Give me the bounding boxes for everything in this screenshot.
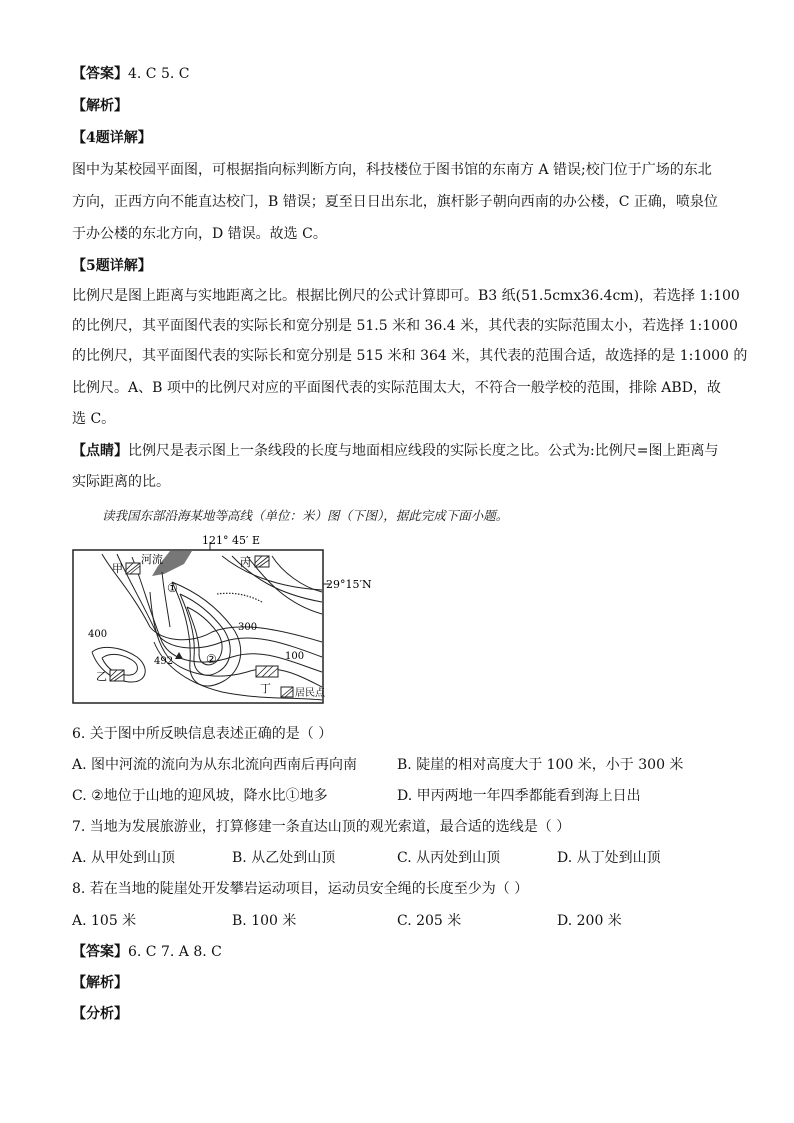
answer-line-2	[72, 942, 222, 962]
q4-detail-tag: 【4题详解】	[72, 130, 152, 146]
question-8-option-c: C. 205 米	[397, 913, 462, 929]
question-8-option-d: D. 200 米	[557, 913, 622, 929]
question-6-option-d: D. 甲丙两地一年四季都能看到海上日出	[397, 788, 641, 804]
q5-detail-line: 选 C。	[72, 411, 116, 427]
question-7-option-a: A. 从甲处到山顶	[72, 850, 176, 866]
dianjing-text: 比例尺是表示图上一条线段的长度与地面相应线段的实际长度之比。公式为:比例尺=图上距离与	[128, 443, 719, 459]
q5-detail-tag: 【5题详解】	[72, 258, 152, 274]
analysis-tag: 【解析】	[72, 975, 128, 991]
river-label: 河流	[141, 553, 163, 566]
yi-label: 乙	[96, 670, 107, 683]
point-1-label: ①	[167, 581, 178, 595]
point-2-label: ②	[206, 652, 217, 666]
peak-label: 492	[154, 656, 174, 667]
contour-300-label: 300	[238, 622, 258, 633]
question-8-stem: 8. 若在当地的陡崖处开发攀岩运动项目，运动员安全绳的长度至少为（ ）	[72, 881, 529, 897]
jia-label: 甲	[112, 562, 123, 575]
contour-map	[72, 532, 372, 706]
q5-detail-line: 比例尺是图上距离与实地距离之比。根据比例尺的公式计算即可。B3 纸(51.5cmx36.4cm)，若选择 1:100	[72, 288, 740, 304]
question-8-option-b: B. 100 米	[232, 913, 297, 929]
question-6-option-a: A. 图中河流的流向为从东北流向西南后再向南	[72, 757, 358, 773]
q5-detail-line: 的比例尺，其平面图代表的实际长和宽分别是 51.5 米和 36.4 米，其代表的实际范围太小，若选择 1:1000	[72, 318, 738, 334]
q5-detail-line: 比例尺。A、B 项中的比例尺对应的平面图代表的实际范围太大，不符合一般学校的范围，排除 ABD，故	[72, 380, 721, 396]
question-7-option-b: B. 从乙处到山顶	[232, 850, 336, 866]
answer-tag: 【答案】	[72, 944, 128, 960]
dianjing-tag: 【点睛】	[72, 443, 128, 459]
question-6-stem: 6. 关于图中所反映信息表述正确的是（ ）	[72, 726, 333, 742]
ding-label: 丁	[260, 682, 271, 695]
question-6-option-c: C. ②地位于山地的迎风坡，降水比①地多	[72, 788, 328, 804]
answer-line-1	[72, 64, 190, 84]
q5-detail-line: 的比例尺，其平面图代表的实际长和宽分别是 515 米和 364 米，其代表的范围合适，故选择的是 1:1000 的	[72, 348, 748, 364]
map-intro: 读我国东部沿海某地等高线（单位：米）图（下图），据此完成下面小题。	[102, 508, 509, 523]
latitude-label: 29°15′N	[326, 578, 372, 591]
dianjing-line-2: 实际距离的比。	[72, 474, 170, 490]
q4-detail-line: 方向，正西方向不能直达校门，B 错误；夏至日日出东北，旗杆影子朝向西南的办公楼，C 正确，喷泉位	[72, 194, 718, 210]
question-7-option-c: C. 从丙处到山顶	[397, 850, 501, 866]
question-8-option-a: A. 105 米	[72, 913, 137, 929]
analysis-tag: 【解析】	[72, 98, 128, 114]
answer-text: 4. C 5. C	[128, 66, 190, 82]
question-6-option-b: B. 陡崖的相对高度大于 100 米，小于 300 米	[397, 757, 684, 773]
q4-detail-line: 于办公楼的东北方向，D 错误。故选 C。	[72, 226, 327, 242]
bing-label: 丙	[240, 556, 251, 569]
answer-text: 6. C 7. A 8. C	[128, 944, 222, 960]
q4-detail-line: 图中为某校园平面图，可根据指向标判断方向，科技楼位于图书馆的东南方 A 错误;校门位于广场的东北	[72, 162, 712, 178]
legend-label: 居民点	[295, 688, 325, 699]
question-7-stem: 7. 当地为发展旅游业，打算修建一条直达山顶的观光索道，最合适的选线是（ ）	[72, 819, 571, 835]
contour-100-label: 100	[285, 651, 305, 662]
fenxi-tag: 【分析】	[72, 1006, 128, 1022]
question-7-option-d: D. 从丁处到山顶	[557, 850, 661, 866]
dianjing-line-1	[72, 441, 718, 461]
contour-400-label: 400	[88, 629, 108, 640]
longitude-label: 121° 45′ E	[202, 534, 261, 547]
answer-tag: 【答案】	[72, 66, 128, 82]
